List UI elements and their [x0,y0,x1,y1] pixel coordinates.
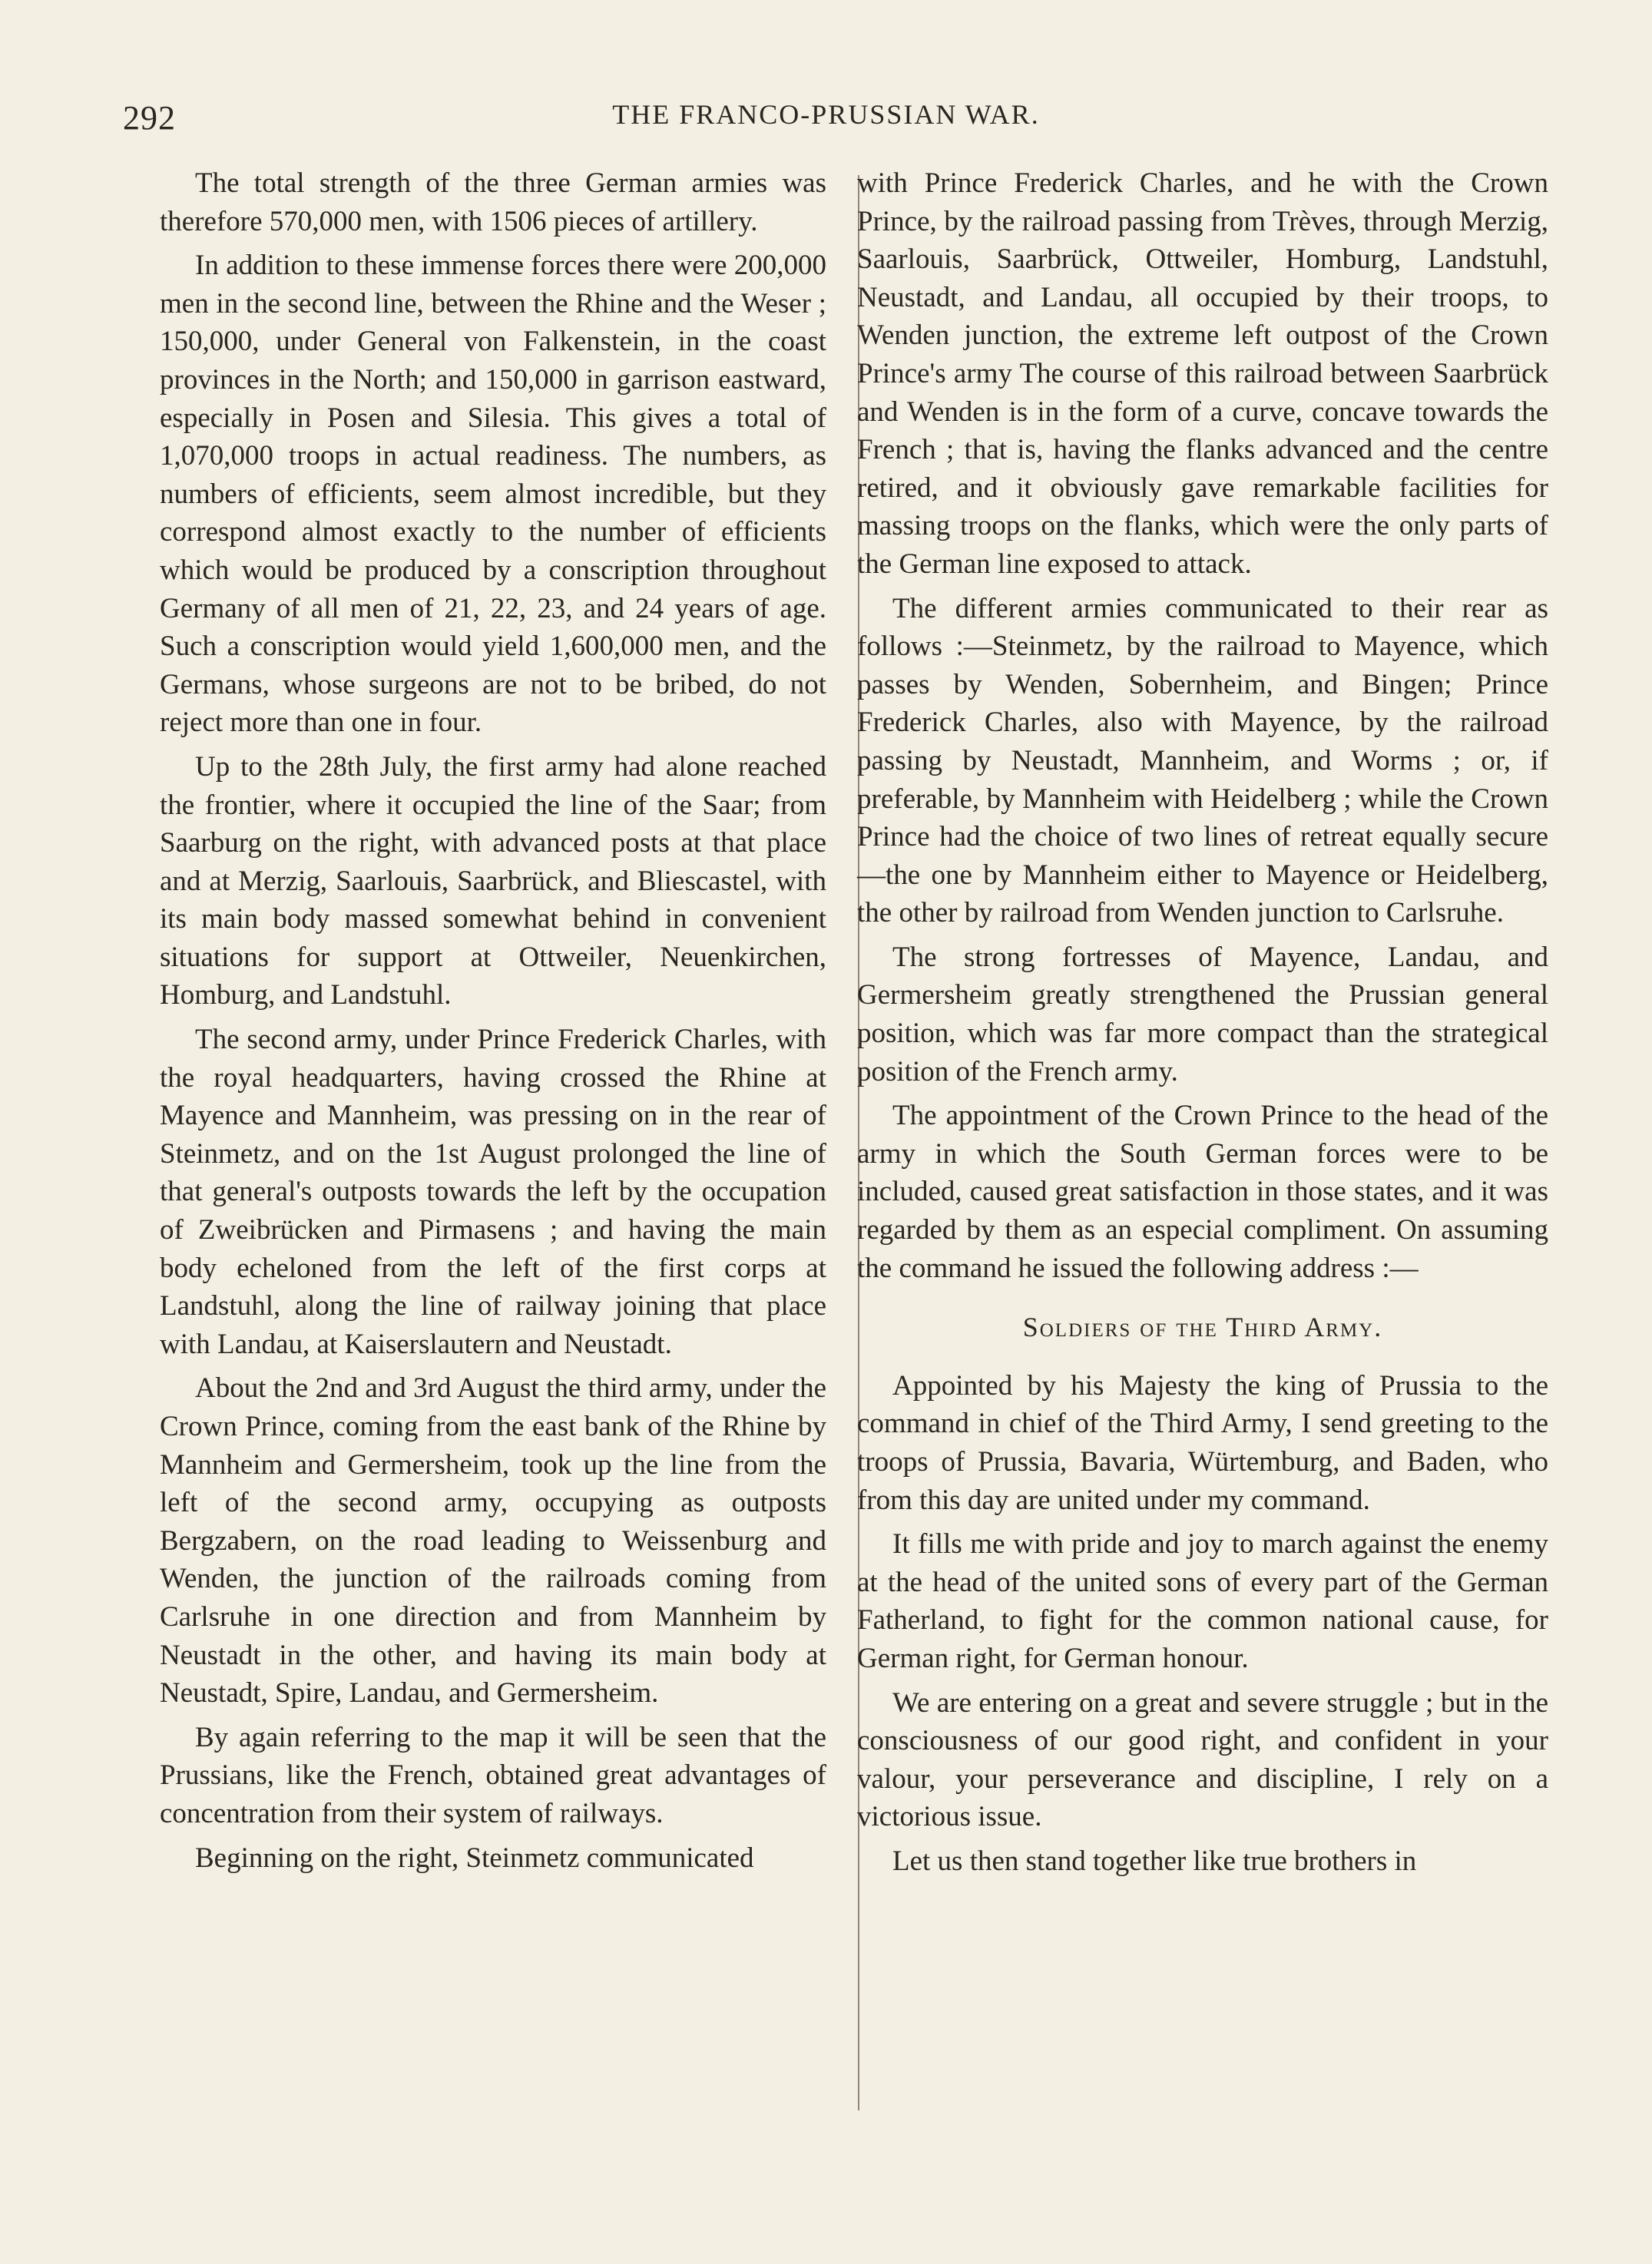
paragraph: In addition to these immense forces there were 200,000 men in the second line, between the Rhine and the Weser ; 150,000, under General von Falkenstein, in the coast provinces in the North; and 150,000 in garrison eastward, especially in Posen and Silesia. This gives a total of 1,070,000 troops in actual readiness. The numbers, as numbers of efficients, seem almost incredible, but they correspond almost exactly to the number of efficients which would be produced by a conscription throughout Germany of all men of 21, 22, 23, and 24 years of age. Such a conscription would yield 1,600,000 men, and the Germans, whose surgeons are not to be bribed, do not reject more than one in four. [160,250,826,739]
paragraph: The strong fortresses of Mayence, Landau, and Germersheim greatly strengthened the Prussian general position, which was far more compact than the strategical position of the French army. [857,941,1548,1087]
page-number: 292 [123,99,176,137]
right-column [857,164,1548,1887]
running-title: THE FRANCO-PRUSSIAN WAR. [612,99,1040,130]
paragraph-continuation: with Prince Frederick Charles, and he with the Crown Prince, by the railroad passing from Trèves, through Merzig, Saarlouis, Saarbrück, Ottweiler, Homburg, Landstuhl, Neustadt, and Landau, all occupied by their troops, to Wenden junction, the extreme left outpost of the Crown Prince's army The course of this railroad between Saarbrück and Wenden is in the form of a curve, concave towards the French ; that is, having the flanks advanced and the centre retired, and it obviously gave remarkable facilities for massing troops on the flanks, which were the only parts of the German line exposed to attack. [857,167,1548,580]
address-paragraph: Let us then stand together like true brothers in [892,1845,1417,1877]
paragraph: Beginning on the right, Steinmetz communicated [195,1842,754,1874]
paragraph: Up to the 28th July, the first army had alone reached the frontier, where it occupied the line of the Saar; from Saarburg on the right, with advanced posts at that place and at Merzig, Saarlouis, Saarbrück, and Bliescastel, with its main body massed somewhat behind in convenient situations for support at Ottweiler, Neuenkirchen, Homburg, and Landstuhl. [160,750,826,1011]
paragraph: The total strength of the three German armies was therefore 570,000 men, with 1506 pieces of artillery. [160,167,826,237]
left-column [160,164,826,1883]
address-paragraph: We are entering on a great and severe struggle ; but in the consciousness of our good right, and confident in your valour, your perseverance and discipline, I rely on a victorious issue. [857,1686,1548,1833]
address-heading: Soldiers of the Third Army. [1022,1312,1383,1343]
paragraph: The different armies communicated to their rear as follows :—Steinmetz, by the railroad to Mayence, which passes by Wenden, Sobernheim, and Bingen; Prince Frederick Charles, also with Mayence, by the railroad passing by Neustadt, Mannheim, and Worms ; or, if preferable, by Mannheim with Heidelberg ; while the Crown Prince had the choice of two lines of retreat equally secure—the one by Mannheim either to Mayence or Heidelberg, the other by railroad from Wenden junction to Carlsruhe. [857,592,1548,929]
paragraph: About the 2nd and 3rd August the third army, under the Crown Prince, coming from the east bank of the Rhine by Mannheim and Germersheim, took up the line from the left of the second army, occupying as outposts Bergzabern, on the road leading to Weissenburg and Wenden, the junction of the railroads coming from Carlsruhe in one direction and from Mannheim by Neustadt in the other, and having its main body at Neustadt, Spire, Landau, and Germersheim. [160,1372,826,1710]
paragraph: The appointment of the Crown Prince to the head of the army in which the South German forces were to be included, caused great satisfaction in those states, and it was regarded by them as an especial compliment. On assuming the command he issued the following address :— [857,1100,1548,1284]
address-paragraph: Appointed by his Majesty the king of Prussia to the command in chief of the Third Army, I send greeting to the troops of Prussia, Bavaria, Würtemburg, and Baden, who from this day are united under my command. [857,1369,1548,1516]
paragraph: The second army, under Prince Frederick Charles, with the royal headquarters, having crossed the Rhine at Mayence and Mannheim, was pressing on in the rear of Steinmetz, and on the 1st August prolonged the line of that general's outposts towards the left by the occupation of Zweibrücken and Pirmasens ; and having the main body echeloned from the left of the first corps at Landstuhl, along the line of railway joining that place with Landau, at Kaiserslautern and Neustadt. [160,1024,826,1360]
address-paragraph: It fills me with pride and joy to march against the enemy at the head of the united sons of every part of the German Fatherland, to fight for the common national cause, for German right, for German honour. [857,1528,1548,1674]
paragraph: By again referring to the map it will be seen that the Prussians, like the French, obtained great advantages of concentration from their system of railways. [160,1721,826,1829]
